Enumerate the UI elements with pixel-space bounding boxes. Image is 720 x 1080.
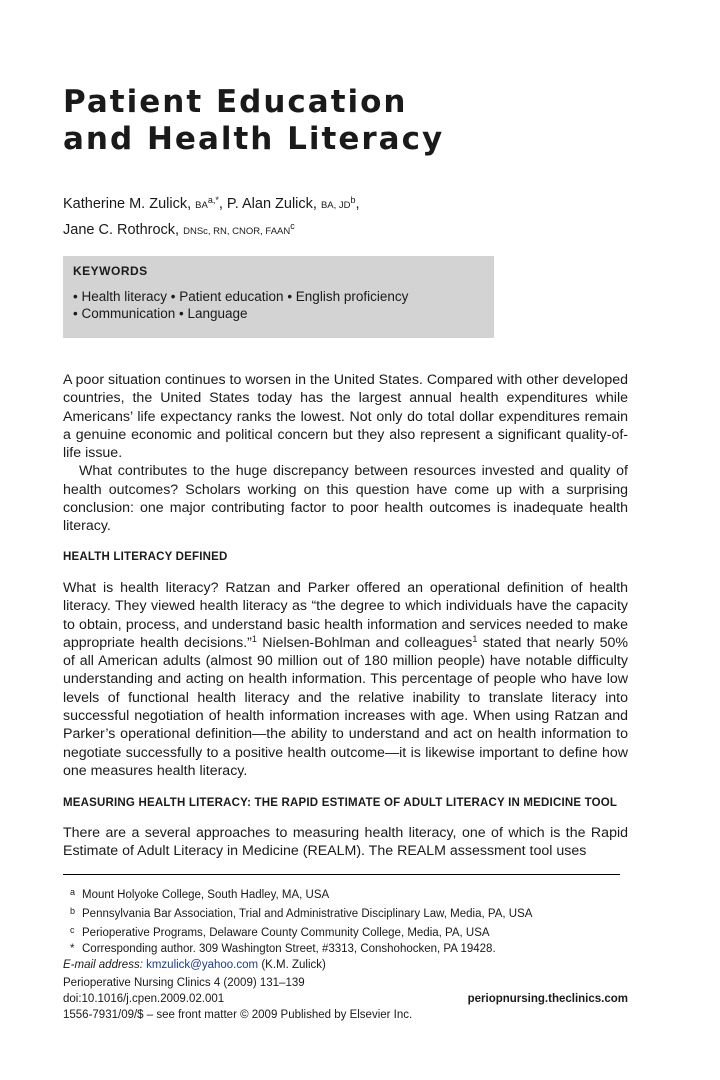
affiliation-marker: b <box>350 195 356 205</box>
footnote-text: Perioperative Programs, Delaware County Community College, Media, PA, USA <box>82 927 490 939</box>
footnote <box>70 884 532 903</box>
footnote-marker: a <box>70 887 76 897</box>
footnote-marker: * <box>70 943 75 955</box>
author-name: Katherine M. Zulick, <box>63 196 192 212</box>
footnote-text: Mount Holyoke College, South Hadley, MA, USA <box>82 889 330 901</box>
keywords-line: • Health literacy • Patient education • English proficiency <box>73 289 409 304</box>
footnote-marker: c <box>70 925 75 935</box>
author-degree: BA, JD <box>320 200 351 211</box>
keywords-heading: KEYWORDS <box>73 264 148 278</box>
email-label: E-mail address: <box>63 959 143 971</box>
author-name: , P. Alan Zulick, <box>218 196 317 212</box>
affiliation-marker: a,* <box>207 195 219 205</box>
paragraph: A poor situation continues to worsen in the United States. Compared with other developed countries, the United States today has the largest annual health expenditures while Americans’ life expectancy ranks the lowest. Not only do total dollar expenditures remain a genuine economic and political concern but they also represent a significant quality-of-life issue. <box>63 372 628 462</box>
footnote <box>70 941 532 957</box>
section-heading: HEALTH LITERACY DEFINED <box>63 551 228 563</box>
author-line-1 <box>63 190 360 216</box>
section-text <box>63 824 628 861</box>
author-line-2 <box>63 216 360 242</box>
paragraph <box>63 579 628 780</box>
section-text <box>63 579 628 780</box>
keywords-line: • Communication • Language <box>73 306 248 321</box>
footnote-email <box>63 957 532 973</box>
footnotes <box>63 884 533 973</box>
author-degree: BA <box>195 200 208 211</box>
author-separator: , <box>355 196 360 212</box>
citation-marker: 1 <box>472 633 478 644</box>
email-link[interactable]: kmzulick@yahoo.com <box>146 959 259 971</box>
author-degree: DNSc, RN, CNOR, FAAN <box>183 226 291 237</box>
title-line-2: and Health Literacy <box>63 121 445 157</box>
email-note: (K.M. Zulick) <box>261 959 326 971</box>
footnote <box>70 922 532 941</box>
text-run: What is health literacy? Ratzan and Parker offered an operational definition of health literacy. They viewed health literacy as “the degree to which individuals have the capacity to obtain, process, and understand basic health information and services needed to make appropriate health decisions.” <box>63 580 628 651</box>
footnote-text: Pennsylvania Bar Association, Trial and Administrative Disciplinary Law, Media, PA, USA <box>82 908 533 920</box>
affiliation-marker: c <box>290 221 295 231</box>
footnote-marker: b <box>70 906 76 916</box>
journal-info <box>63 975 628 1023</box>
paragraph: What contributes to the huge discrepancy between resources invested and quality of health outcomes? Scholars working on this question have come up with a surprising conclusion: one major contributing factor to poor health outcomes is inadequate health literacy. <box>63 463 628 535</box>
footnote <box>70 903 532 922</box>
paragraph: There are a several approaches to measuring health literacy, one of which is the Rapid Estimate of Adult Literacy in Medicine (REALM). The REALM assessment tool uses <box>63 825 628 860</box>
footnote-rule <box>63 874 620 875</box>
journal-citation: Perioperative Nursing Clinics 4 (2009) 131–139 <box>63 977 305 989</box>
article-title <box>63 84 444 158</box>
journal-doi[interactable]: doi:10.1016/j.cpen.2009.02.001 <box>63 993 225 1005</box>
section-heading: MEASURING HEALTH LITERACY: THE RAPID ESTIMATE OF ADULT LITERACY IN MEDICINE TOOL <box>63 797 618 809</box>
title-line-1: Patient Education <box>63 84 408 120</box>
journal-copyright: 1556-7931/09/$ – see front matter © 2009 Published by Elsevier Inc. <box>63 1009 413 1021</box>
journal-website[interactable]: periopnursing.theclinics.com <box>467 993 628 1005</box>
intro-text <box>63 371 628 536</box>
footnote-text: Corresponding author. 309 Washington Street, #3313, Conshohocken, PA 19428. <box>82 943 496 955</box>
author-name: Jane C. Rothrock, <box>63 222 180 238</box>
keywords-box <box>63 256 494 338</box>
citation-marker: 1 <box>251 633 257 644</box>
text-run: stated that nearly 50% of all American adults (almost 90 million out of 180 million people) have notable difficulty understanding and acting on health information. This percentage of people who have low levels of functional health literacy and the relative inability to translate literacy into successful negotiation of health information increases with age. When using Ratzan and Parker’s operational definition—the ability to understand and act on health information to negotiate successfully to a positive health outcome—it is likewise important to define how one measures health literacy. <box>63 634 628 779</box>
author-list <box>63 190 360 242</box>
text-run: Nielsen-Bohlman and colleagues <box>256 634 473 651</box>
